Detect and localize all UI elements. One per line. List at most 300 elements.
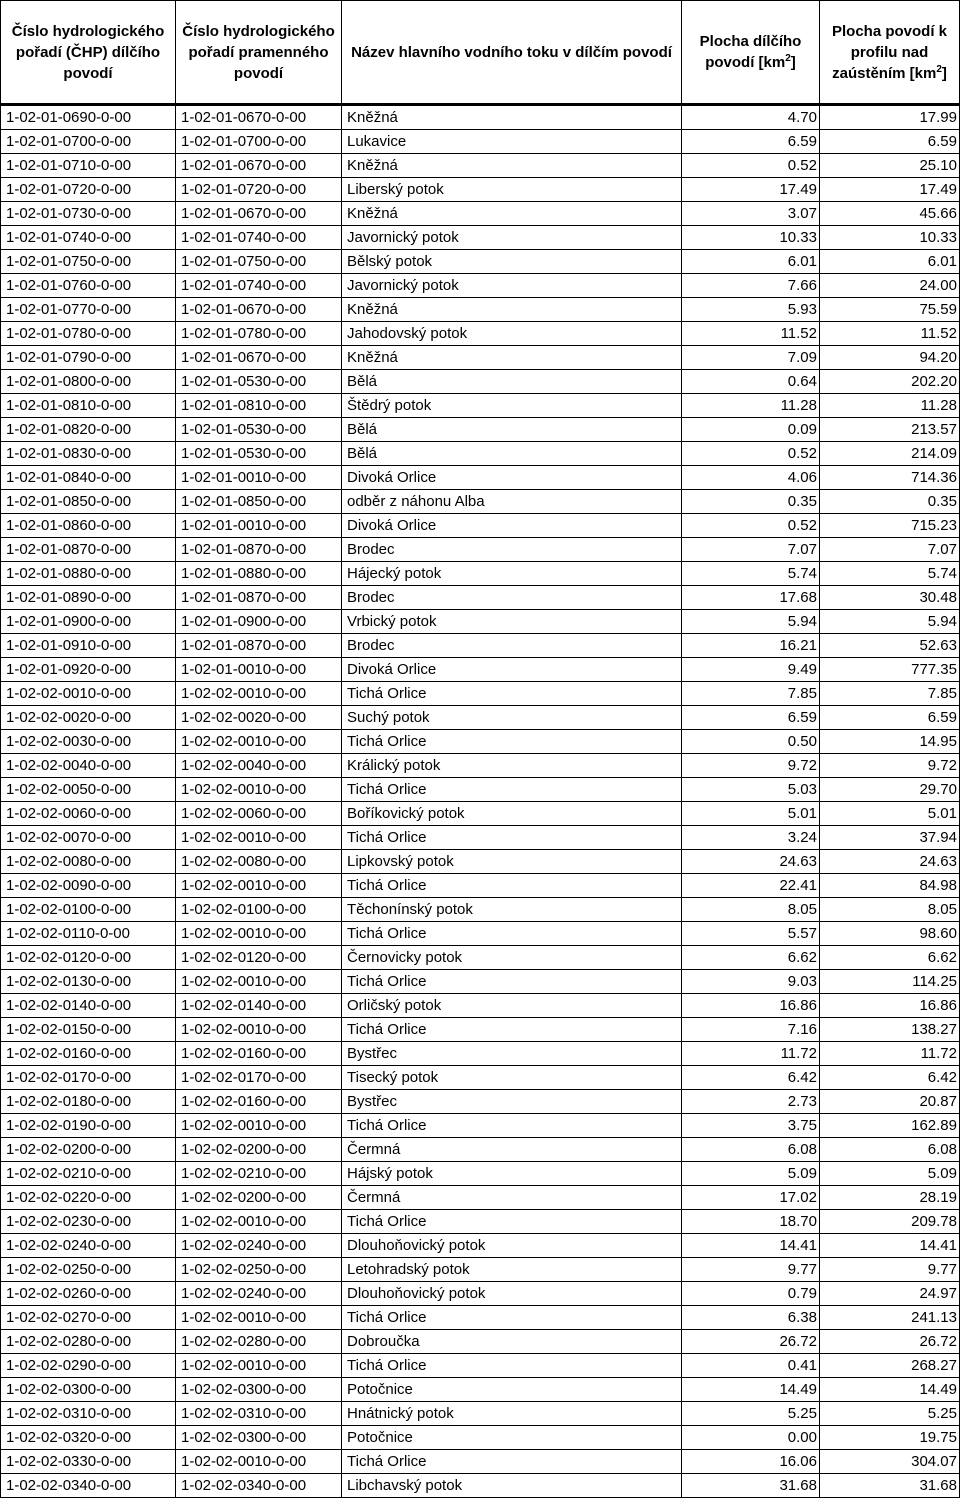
chp-source-basin-cell: 1-02-01-0700-0-00	[176, 130, 342, 154]
chp-subbasin-cell: 1-02-02-0320-0-00	[1, 1426, 176, 1450]
chp-subbasin-cell: 1-02-02-0260-0-00	[1, 1282, 176, 1306]
chp-subbasin-cell: 1-02-01-0870-0-00	[1, 538, 176, 562]
subbasin-area-cell: 0.79	[682, 1282, 820, 1306]
chp-source-basin-cell: 1-02-01-0010-0-00	[176, 466, 342, 490]
chp-source-basin-cell: 1-02-02-0100-0-00	[176, 898, 342, 922]
subbasin-area-cell: 6.01	[682, 250, 820, 274]
stream-name-cell: Štědrý potok	[342, 394, 682, 418]
cumulative-area-cell: 5.94	[820, 610, 960, 634]
chp-source-basin-cell: 1-02-01-0670-0-00	[176, 298, 342, 322]
chp-source-basin-cell: 1-02-01-0780-0-00	[176, 322, 342, 346]
stream-name-cell: Lipkovský potok	[342, 850, 682, 874]
cumulative-area-cell: 14.95	[820, 730, 960, 754]
subbasin-area-cell: 5.09	[682, 1162, 820, 1186]
stream-name-cell: Javornický potok	[342, 226, 682, 250]
chp-source-basin-cell: 1-02-02-0010-0-00	[176, 1306, 342, 1330]
chp-source-basin-cell: 1-02-02-0010-0-00	[176, 1018, 342, 1042]
cumulative-area-cell: 11.52	[820, 322, 960, 346]
cumulative-area-cell: 10.33	[820, 226, 960, 250]
cumulative-area-cell: 45.66	[820, 202, 960, 226]
chp-source-basin-cell: 1-02-02-0010-0-00	[176, 826, 342, 850]
table-row	[1, 538, 960, 562]
chp-source-basin-cell: 1-02-01-0870-0-00	[176, 538, 342, 562]
subbasin-area-cell: 5.94	[682, 610, 820, 634]
table-row	[1, 994, 960, 1018]
chp-source-basin-cell: 1-02-02-0280-0-00	[176, 1330, 342, 1354]
cumulative-area-cell: 7.07	[820, 538, 960, 562]
table-row	[1, 1330, 960, 1354]
chp-subbasin-cell: 1-02-02-0010-0-00	[1, 682, 176, 706]
chp-subbasin-cell: 1-02-01-0810-0-00	[1, 394, 176, 418]
chp-subbasin-cell: 1-02-01-0910-0-00	[1, 634, 176, 658]
cumulative-area-cell: 52.63	[820, 634, 960, 658]
stream-name-cell: Libchavský potok	[342, 1474, 682, 1498]
cumulative-area-cell: 28.19	[820, 1186, 960, 1210]
stream-name-cell: Kněžná	[342, 346, 682, 370]
cumulative-area-cell: 37.94	[820, 826, 960, 850]
cumulative-area-cell: 7.85	[820, 682, 960, 706]
table-row	[1, 778, 960, 802]
table-row	[1, 970, 960, 994]
subbasin-area-cell: 0.52	[682, 154, 820, 178]
cumulative-area-cell: 84.98	[820, 874, 960, 898]
table-row	[1, 1258, 960, 1282]
stream-name-cell: Dlouhoňovický potok	[342, 1234, 682, 1258]
subbasin-area-cell: 5.03	[682, 778, 820, 802]
cumulative-area-cell: 75.59	[820, 298, 960, 322]
stream-name-cell: Brodec	[342, 538, 682, 562]
stream-name-cell: Těchonínský potok	[342, 898, 682, 922]
chp-subbasin-cell: 1-02-02-0210-0-00	[1, 1162, 176, 1186]
cumulative-area-cell: 6.59	[820, 706, 960, 730]
subbasin-area-cell: 9.77	[682, 1258, 820, 1282]
table-body	[1, 105, 960, 1498]
stream-name-cell: Tichá Orlice	[342, 682, 682, 706]
stream-name-cell: Potočnice	[342, 1378, 682, 1402]
subbasin-area-cell: 10.33	[682, 226, 820, 250]
subbasin-area-cell: 5.01	[682, 802, 820, 826]
chp-subbasin-cell: 1-02-01-0820-0-00	[1, 418, 176, 442]
stream-name-cell: Letohradský potok	[342, 1258, 682, 1282]
table-row	[1, 1450, 960, 1474]
cumulative-area-cell: 25.10	[820, 154, 960, 178]
chp-subbasin-cell: 1-02-01-0720-0-00	[1, 178, 176, 202]
chp-source-basin-cell: 1-02-01-0880-0-00	[176, 562, 342, 586]
cumulative-area-cell: 26.72	[820, 1330, 960, 1354]
subbasin-area-cell: 0.41	[682, 1354, 820, 1378]
chp-source-basin-cell: 1-02-01-0670-0-00	[176, 154, 342, 178]
subbasin-area-cell: 5.93	[682, 298, 820, 322]
header-chp-source-basin: Číslo hydrologického pořadí pramenného povodí	[176, 1, 342, 105]
stream-name-cell: Potočnice	[342, 1426, 682, 1450]
table-row	[1, 1282, 960, 1306]
chp-subbasin-cell: 1-02-01-0740-0-00	[1, 226, 176, 250]
stream-name-cell: Tisecký potok	[342, 1066, 682, 1090]
chp-source-basin-cell: 1-02-02-0140-0-00	[176, 994, 342, 1018]
table-row	[1, 1354, 960, 1378]
cumulative-area-cell: 24.00	[820, 274, 960, 298]
chp-subbasin-cell: 1-02-01-0880-0-00	[1, 562, 176, 586]
subbasin-area-cell: 2.73	[682, 1090, 820, 1114]
cumulative-area-cell: 98.60	[820, 922, 960, 946]
chp-source-basin-cell: 1-02-02-0300-0-00	[176, 1426, 342, 1450]
subbasin-area-cell: 31.68	[682, 1474, 820, 1498]
chp-subbasin-cell: 1-02-01-0730-0-00	[1, 202, 176, 226]
stream-name-cell: Hnátnický potok	[342, 1402, 682, 1426]
chp-subbasin-cell: 1-02-02-0190-0-00	[1, 1114, 176, 1138]
chp-subbasin-cell: 1-02-02-0040-0-00	[1, 754, 176, 778]
stream-name-cell: Divoká Orlice	[342, 658, 682, 682]
subbasin-area-cell: 6.59	[682, 130, 820, 154]
stream-name-cell: Boříkovický potok	[342, 802, 682, 826]
subbasin-area-cell: 7.07	[682, 538, 820, 562]
subbasin-area-cell: 3.07	[682, 202, 820, 226]
cumulative-area-cell: 213.57	[820, 418, 960, 442]
chp-source-basin-cell: 1-02-02-0160-0-00	[176, 1042, 342, 1066]
stream-name-cell: Kněžná	[342, 202, 682, 226]
stream-name-cell: Králický potok	[342, 754, 682, 778]
cumulative-area-cell: 24.63	[820, 850, 960, 874]
chp-source-basin-cell: 1-02-01-0010-0-00	[176, 514, 342, 538]
table-row	[1, 1114, 960, 1138]
stream-name-cell: Tichá Orlice	[342, 1210, 682, 1234]
cumulative-area-cell: 9.77	[820, 1258, 960, 1282]
cumulative-area-cell: 5.01	[820, 802, 960, 826]
stream-name-cell: Jahodovský potok	[342, 322, 682, 346]
table-row	[1, 1138, 960, 1162]
chp-subbasin-cell: 1-02-01-0860-0-00	[1, 514, 176, 538]
cumulative-area-cell: 5.25	[820, 1402, 960, 1426]
chp-source-basin-cell: 1-02-02-0010-0-00	[176, 1210, 342, 1234]
chp-subbasin-cell: 1-02-01-0760-0-00	[1, 274, 176, 298]
chp-source-basin-cell: 1-02-01-0740-0-00	[176, 274, 342, 298]
cumulative-area-cell: 14.49	[820, 1378, 960, 1402]
subbasin-area-cell: 0.64	[682, 370, 820, 394]
stream-name-cell: Tichá Orlice	[342, 778, 682, 802]
subbasin-area-cell: 16.21	[682, 634, 820, 658]
subbasin-area-cell: 7.85	[682, 682, 820, 706]
chp-source-basin-cell: 1-02-02-0010-0-00	[176, 682, 342, 706]
table-row	[1, 658, 960, 682]
stream-name-cell: Tichá Orlice	[342, 970, 682, 994]
table-row	[1, 1162, 960, 1186]
stream-name-cell: Orličský potok	[342, 994, 682, 1018]
table-row	[1, 418, 960, 442]
chp-subbasin-cell: 1-02-01-0900-0-00	[1, 610, 176, 634]
stream-name-cell: Brodec	[342, 634, 682, 658]
chp-source-basin-cell: 1-02-02-0200-0-00	[176, 1186, 342, 1210]
table-row	[1, 466, 960, 490]
stream-name-cell: Suchý potok	[342, 706, 682, 730]
chp-subbasin-cell: 1-02-01-0690-0-00	[1, 105, 176, 130]
chp-subbasin-cell: 1-02-02-0290-0-00	[1, 1354, 176, 1378]
stream-name-cell: Liberský potok	[342, 178, 682, 202]
cumulative-area-cell: 6.01	[820, 250, 960, 274]
header-cumulative-area: Plocha povodí k profilu nad zaústěním $[km^2]$	[820, 1, 960, 105]
table-row	[1, 1186, 960, 1210]
header-subbasin-area: Plocha dílčího povodí $[km^2]$	[682, 1, 820, 105]
cumulative-area-cell: 20.87	[820, 1090, 960, 1114]
stream-name-cell: Divoká Orlice	[342, 466, 682, 490]
stream-name-cell: Čermná	[342, 1186, 682, 1210]
table-row	[1, 250, 960, 274]
subbasin-area-cell: 22.41	[682, 874, 820, 898]
chp-subbasin-cell: 1-02-01-0750-0-00	[1, 250, 176, 274]
stream-name-cell: Dlouhoňovický potok	[342, 1282, 682, 1306]
cumulative-area-cell: 16.86	[820, 994, 960, 1018]
cumulative-area-cell: 209.78	[820, 1210, 960, 1234]
subbasin-area-cell: 6.42	[682, 1066, 820, 1090]
stream-name-cell: Tichá Orlice	[342, 1018, 682, 1042]
subbasin-area-cell: 24.63	[682, 850, 820, 874]
chp-subbasin-cell: 1-02-02-0330-0-00	[1, 1450, 176, 1474]
chp-subbasin-cell: 1-02-02-0200-0-00	[1, 1138, 176, 1162]
cumulative-area-cell: 94.20	[820, 346, 960, 370]
table-row	[1, 634, 960, 658]
subbasin-area-cell: 17.02	[682, 1186, 820, 1210]
chp-source-basin-cell: 1-02-02-0160-0-00	[176, 1090, 342, 1114]
chp-subbasin-cell: 1-02-02-0020-0-00	[1, 706, 176, 730]
chp-subbasin-cell: 1-02-02-0250-0-00	[1, 1258, 176, 1282]
chp-subbasin-cell: 1-02-02-0120-0-00	[1, 946, 176, 970]
chp-subbasin-cell: 1-02-01-0850-0-00	[1, 490, 176, 514]
stream-name-cell: Tichá Orlice	[342, 826, 682, 850]
chp-source-basin-cell: 1-02-02-0010-0-00	[176, 874, 342, 898]
cumulative-area-cell: 5.74	[820, 562, 960, 586]
chp-source-basin-cell: 1-02-02-0240-0-00	[176, 1282, 342, 1306]
stream-name-cell: Tichá Orlice	[342, 922, 682, 946]
chp-subbasin-cell: 1-02-02-0310-0-00	[1, 1402, 176, 1426]
chp-source-basin-cell: 1-02-01-0900-0-00	[176, 610, 342, 634]
chp-subbasin-cell: 1-02-02-0170-0-00	[1, 1066, 176, 1090]
subbasin-area-cell: 14.41	[682, 1234, 820, 1258]
subbasin-area-cell: 17.68	[682, 586, 820, 610]
table-row	[1, 202, 960, 226]
chp-source-basin-cell: 1-02-02-0010-0-00	[176, 730, 342, 754]
stream-name-cell: Tichá Orlice	[342, 1450, 682, 1474]
chp-source-basin-cell: 1-02-01-0740-0-00	[176, 226, 342, 250]
table-row	[1, 586, 960, 610]
subbasin-area-cell: 7.09	[682, 346, 820, 370]
table-row	[1, 1210, 960, 1234]
stream-name-cell: Bystřec	[342, 1090, 682, 1114]
chp-source-basin-cell: 1-02-01-0670-0-00	[176, 346, 342, 370]
stream-name-cell: Kněžná	[342, 105, 682, 130]
cumulative-area-cell: 6.59	[820, 130, 960, 154]
cumulative-area-cell: 268.27	[820, 1354, 960, 1378]
table-row	[1, 610, 960, 634]
chp-source-basin-cell: 1-02-02-0240-0-00	[176, 1234, 342, 1258]
table-row	[1, 754, 960, 778]
chp-source-basin-cell: 1-02-02-0080-0-00	[176, 850, 342, 874]
cumulative-area-cell: 304.07	[820, 1450, 960, 1474]
subbasin-area-cell: 14.49	[682, 1378, 820, 1402]
subbasin-area-cell: 11.72	[682, 1042, 820, 1066]
subbasin-area-cell: 0.09	[682, 418, 820, 442]
table-row	[1, 1378, 960, 1402]
chp-source-basin-cell: 1-02-02-0340-0-00	[176, 1474, 342, 1498]
chp-source-basin-cell: 1-02-02-0010-0-00	[176, 778, 342, 802]
cumulative-area-cell: 6.08	[820, 1138, 960, 1162]
chp-source-basin-cell: 1-02-02-0310-0-00	[176, 1402, 342, 1426]
subbasin-area-cell: 9.72	[682, 754, 820, 778]
table-row	[1, 178, 960, 202]
subbasin-area-cell: 5.25	[682, 1402, 820, 1426]
chp-source-basin-cell: 1-02-02-0060-0-00	[176, 802, 342, 826]
chp-subbasin-cell: 1-02-02-0070-0-00	[1, 826, 176, 850]
stream-name-cell: Tichá Orlice	[342, 1354, 682, 1378]
subbasin-area-cell: 3.75	[682, 1114, 820, 1138]
table-row	[1, 922, 960, 946]
cumulative-area-cell: 202.20	[820, 370, 960, 394]
chp-subbasin-cell: 1-02-02-0140-0-00	[1, 994, 176, 1018]
chp-subbasin-cell: 1-02-01-0800-0-00	[1, 370, 176, 394]
table-row	[1, 274, 960, 298]
header-main-stream-name: Název hlavního vodního toku v dílčím povodí	[342, 1, 682, 105]
table-row	[1, 490, 960, 514]
chp-subbasin-cell: 1-02-01-0790-0-00	[1, 346, 176, 370]
subbasin-area-cell: 5.74	[682, 562, 820, 586]
cumulative-area-cell: 17.49	[820, 178, 960, 202]
chp-subbasin-cell: 1-02-02-0300-0-00	[1, 1378, 176, 1402]
stream-name-cell: Bělá	[342, 442, 682, 466]
stream-name-cell: Tichá Orlice	[342, 1306, 682, 1330]
stream-name-cell: Kněžná	[342, 154, 682, 178]
chp-subbasin-cell: 1-02-02-0030-0-00	[1, 730, 176, 754]
stream-name-cell: Hájský potok	[342, 1162, 682, 1186]
chp-subbasin-cell: 1-02-01-0700-0-00	[1, 130, 176, 154]
subbasin-area-cell: 26.72	[682, 1330, 820, 1354]
cumulative-area-cell: 241.13	[820, 1306, 960, 1330]
chp-subbasin-cell: 1-02-01-0920-0-00	[1, 658, 176, 682]
chp-source-basin-cell: 1-02-01-0720-0-00	[176, 178, 342, 202]
subbasin-area-cell: 16.06	[682, 1450, 820, 1474]
table-row	[1, 946, 960, 970]
chp-source-basin-cell: 1-02-01-0670-0-00	[176, 105, 342, 130]
chp-source-basin-cell: 1-02-01-0850-0-00	[176, 490, 342, 514]
table-row	[1, 1426, 960, 1450]
subbasin-area-cell: 6.62	[682, 946, 820, 970]
stream-name-cell: odběr z náhonu Alba	[342, 490, 682, 514]
subbasin-area-cell: 16.86	[682, 994, 820, 1018]
table-row	[1, 370, 960, 394]
stream-name-cell: Hájecký potok	[342, 562, 682, 586]
cumulative-area-cell: 8.05	[820, 898, 960, 922]
table-row	[1, 154, 960, 178]
chp-subbasin-cell: 1-02-01-0840-0-00	[1, 466, 176, 490]
stream-name-cell: Bělský potok	[342, 250, 682, 274]
cumulative-area-cell: 777.35	[820, 658, 960, 682]
chp-subbasin-cell: 1-02-02-0270-0-00	[1, 1306, 176, 1330]
stream-name-cell: Čermná	[342, 1138, 682, 1162]
cumulative-area-cell: 19.75	[820, 1426, 960, 1450]
chp-source-basin-cell: 1-02-01-0670-0-00	[176, 202, 342, 226]
table-row	[1, 1306, 960, 1330]
stream-name-cell: Dobroučka	[342, 1330, 682, 1354]
chp-subbasin-cell: 1-02-01-0830-0-00	[1, 442, 176, 466]
chp-source-basin-cell: 1-02-01-0750-0-00	[176, 250, 342, 274]
cumulative-area-cell: 162.89	[820, 1114, 960, 1138]
subbasin-area-cell: 5.57	[682, 922, 820, 946]
table-row	[1, 1234, 960, 1258]
cumulative-area-cell: 6.62	[820, 946, 960, 970]
subbasin-area-cell: 7.66	[682, 274, 820, 298]
chp-subbasin-cell: 1-02-01-0710-0-00	[1, 154, 176, 178]
table-row	[1, 1474, 960, 1498]
chp-subbasin-cell: 1-02-02-0280-0-00	[1, 1330, 176, 1354]
table-row	[1, 346, 960, 370]
cumulative-area-cell: 0.35	[820, 490, 960, 514]
subbasin-area-cell: 18.70	[682, 1210, 820, 1234]
subbasin-area-cell: 6.59	[682, 706, 820, 730]
table-row	[1, 442, 960, 466]
cumulative-area-cell: 24.97	[820, 1282, 960, 1306]
table-row	[1, 802, 960, 826]
chp-source-basin-cell: 1-02-02-0040-0-00	[176, 754, 342, 778]
stream-name-cell: Tichá Orlice	[342, 874, 682, 898]
subbasin-area-cell: 0.52	[682, 514, 820, 538]
chp-source-basin-cell: 1-02-02-0010-0-00	[176, 1114, 342, 1138]
chp-subbasin-cell: 1-02-02-0080-0-00	[1, 850, 176, 874]
chp-source-basin-cell: 1-02-01-0530-0-00	[176, 442, 342, 466]
subbasin-area-cell: 6.38	[682, 1306, 820, 1330]
cumulative-area-cell: 14.41	[820, 1234, 960, 1258]
subbasin-area-cell: 8.05	[682, 898, 820, 922]
table-row	[1, 1042, 960, 1066]
cumulative-area-cell: 214.09	[820, 442, 960, 466]
table-row	[1, 514, 960, 538]
table-row	[1, 826, 960, 850]
chp-subbasin-cell: 1-02-01-0780-0-00	[1, 322, 176, 346]
stream-name-cell: Lukavice	[342, 130, 682, 154]
chp-source-basin-cell: 1-02-02-0210-0-00	[176, 1162, 342, 1186]
chp-subbasin-cell: 1-02-02-0180-0-00	[1, 1090, 176, 1114]
chp-source-basin-cell: 1-02-02-0010-0-00	[176, 922, 342, 946]
table-row	[1, 850, 960, 874]
subbasin-area-cell: 0.00	[682, 1426, 820, 1450]
subbasin-area-cell: 9.03	[682, 970, 820, 994]
cumulative-area-cell: 138.27	[820, 1018, 960, 1042]
subbasin-area-cell: 0.35	[682, 490, 820, 514]
table-row	[1, 1018, 960, 1042]
chp-source-basin-cell: 1-02-01-0010-0-00	[176, 658, 342, 682]
chp-subbasin-cell: 1-02-02-0130-0-00	[1, 970, 176, 994]
table-row	[1, 730, 960, 754]
stream-name-cell: Javornický potok	[342, 274, 682, 298]
chp-source-basin-cell: 1-02-02-0170-0-00	[176, 1066, 342, 1090]
chp-source-basin-cell: 1-02-02-0120-0-00	[176, 946, 342, 970]
stream-name-cell: Tichá Orlice	[342, 730, 682, 754]
chp-subbasin-cell: 1-02-02-0090-0-00	[1, 874, 176, 898]
table-row	[1, 898, 960, 922]
table-row	[1, 130, 960, 154]
chp-source-basin-cell: 1-02-01-0530-0-00	[176, 370, 342, 394]
chp-subbasin-cell: 1-02-01-0770-0-00	[1, 298, 176, 322]
subbasin-area-cell: 11.28	[682, 394, 820, 418]
table-row	[1, 1066, 960, 1090]
cumulative-area-cell: 31.68	[820, 1474, 960, 1498]
chp-subbasin-cell: 1-02-02-0060-0-00	[1, 802, 176, 826]
chp-subbasin-cell: 1-02-02-0230-0-00	[1, 1210, 176, 1234]
chp-subbasin-cell: 1-02-02-0110-0-00	[1, 922, 176, 946]
table-header	[1, 1, 960, 105]
cumulative-area-cell: 114.25	[820, 970, 960, 994]
cumulative-area-cell: 29.70	[820, 778, 960, 802]
chp-subbasin-cell: 1-02-02-0100-0-00	[1, 898, 176, 922]
chp-source-basin-cell: 1-02-02-0010-0-00	[176, 1354, 342, 1378]
stream-name-cell: Bystřec	[342, 1042, 682, 1066]
table-row	[1, 706, 960, 730]
